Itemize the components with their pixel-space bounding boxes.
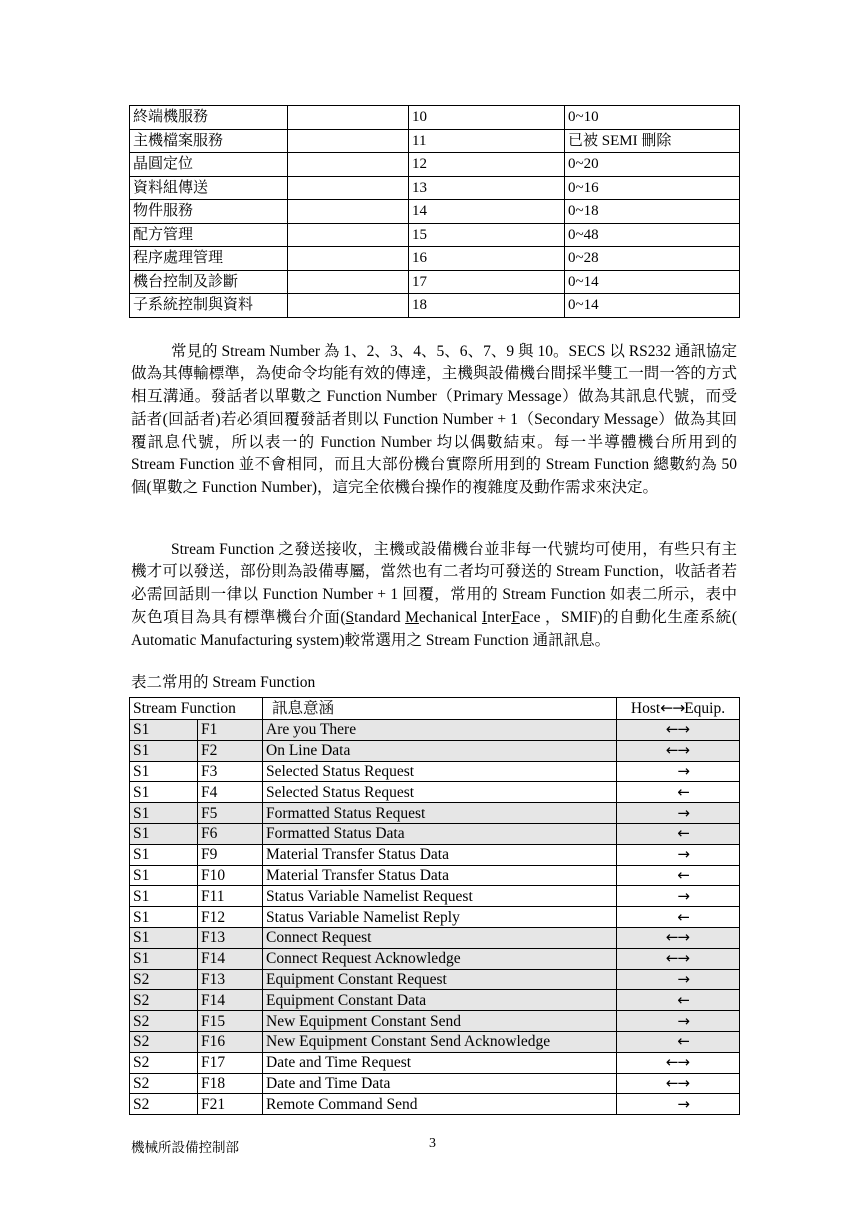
table-row — [130, 153, 740, 177]
cell-stream: S1 — [130, 886, 198, 907]
cell-stream: S1 — [130, 844, 198, 865]
table-row — [130, 782, 740, 803]
cell-stream: S1 — [130, 761, 198, 782]
table-row — [130, 270, 740, 294]
table-row — [130, 176, 740, 200]
cell-blank — [288, 200, 409, 224]
cell-description: Formatted Status Request — [263, 803, 617, 824]
cell-stream: S2 — [130, 990, 198, 1011]
cell-description: New Equipment Constant Send — [263, 1011, 617, 1032]
bidirectional-arrow-icon: ←→ — [660, 699, 685, 717]
cell-stream: 17 — [409, 270, 565, 294]
cell-function: F5 — [198, 803, 263, 824]
cell-description: Material Transfer Status Data — [263, 844, 617, 865]
table-header-row — [130, 698, 740, 720]
direction-arrow-icon: → — [617, 886, 740, 907]
cell-function: F14 — [198, 990, 263, 1011]
cell-name: 終端機服務 — [130, 106, 288, 130]
cell-description: New Equipment Constant Send Acknowledge — [263, 1031, 617, 1052]
cell-stream: S1 — [130, 948, 198, 969]
cell-blank — [288, 223, 409, 247]
cell-function: F13 — [198, 969, 263, 990]
cell-stream: S2 — [130, 1094, 198, 1115]
direction-arrow-icon: → — [617, 844, 740, 865]
direction-arrow-icon: → — [617, 1094, 740, 1115]
cell-stream: S2 — [130, 1031, 198, 1052]
cell-function: F2 — [198, 740, 263, 761]
cell-description: Remote Command Send — [263, 1094, 617, 1115]
cell-blank — [288, 270, 409, 294]
cell-function: F17 — [198, 1052, 263, 1073]
header-direction: Host←→Equip. — [617, 698, 740, 720]
footer-department: 機械所設備控制部 — [131, 1140, 239, 1156]
cell-description: Are you There — [263, 720, 617, 741]
table-row — [130, 129, 740, 153]
cell-stream: S1 — [130, 823, 198, 844]
cell-description: On Line Data — [263, 740, 617, 761]
cell-stream: 15 — [409, 223, 565, 247]
cell-stream: S2 — [130, 969, 198, 990]
table-row — [130, 865, 740, 886]
direction-arrow-icon: ←→ — [617, 1073, 740, 1094]
direction-arrow-icon: ← — [617, 782, 740, 803]
cell-description: Equipment Constant Request — [263, 969, 617, 990]
table-row — [130, 1011, 740, 1032]
cell-blank — [288, 106, 409, 130]
cell-stream: S2 — [130, 1073, 198, 1094]
cell-functions: 0~18 — [565, 200, 740, 224]
cell-blank — [288, 247, 409, 271]
cell-function: F18 — [198, 1073, 263, 1094]
cell-function: F6 — [198, 823, 263, 844]
cell-stream: S1 — [130, 782, 198, 803]
table-row — [130, 223, 740, 247]
cell-functions: 0~48 — [565, 223, 740, 247]
footer-page-number: 3 — [429, 1136, 436, 1151]
cell-functions: 0~28 — [565, 247, 740, 271]
direction-arrow-icon: → — [617, 969, 740, 990]
stream-service-table — [129, 105, 740, 318]
underlined-letter: F — [511, 608, 520, 626]
table-row — [130, 200, 740, 224]
table-row — [130, 1094, 740, 1115]
cell-function: F4 — [198, 782, 263, 803]
table-row — [130, 907, 740, 928]
table-row — [130, 740, 740, 761]
table-row — [130, 886, 740, 907]
table-row — [130, 1073, 740, 1094]
cell-name: 資料組傳送 — [130, 176, 288, 200]
table-row — [130, 294, 740, 318]
cell-stream: 13 — [409, 176, 565, 200]
direction-arrow-icon: → — [617, 761, 740, 782]
table-row — [130, 948, 740, 969]
cell-stream: S1 — [130, 740, 198, 761]
cell-name: 主機檔案服務 — [130, 129, 288, 153]
cell-description: Date and Time Data — [263, 1073, 617, 1094]
paragraph-stream-function-usage: Stream Function 之發送接收，主機或設備機台並非每一代號均可使用，有些只有主機才可以發送，部份則為設備專屬，當然也有二者均可發送的 Stream Function，收話者若必需回話則一律以 Function Number + 1 回覆，常用的 Stream Function 如表二所示，表中灰色項目為具有標準機台介面(Standard Mechanical InterFace ，SMIF)的自動化生產系統( Automatic Manufacturing system)較常選用之 Stream Function 通訊訊息。 — [131, 540, 738, 649]
direction-arrow-icon: ←→ — [617, 927, 740, 948]
direction-arrow-icon: ← — [617, 1031, 740, 1052]
cell-function: F11 — [198, 886, 263, 907]
cell-functions: 0~14 — [565, 270, 740, 294]
cell-blank — [288, 129, 409, 153]
table-row — [130, 844, 740, 865]
header-meaning: 訊息意涵 — [263, 698, 617, 720]
cell-function: F12 — [198, 907, 263, 928]
direction-arrow-icon: ← — [617, 907, 740, 928]
cell-stream: S1 — [130, 907, 198, 928]
cell-functions: 0~20 — [565, 153, 740, 177]
cell-description: Material Transfer Status Data — [263, 865, 617, 886]
cell-function: F13 — [198, 927, 263, 948]
direction-arrow-icon: ← — [617, 990, 740, 1011]
table-row — [130, 106, 740, 130]
table-row — [130, 720, 740, 741]
cell-function: F14 — [198, 948, 263, 969]
cell-blank — [288, 153, 409, 177]
cell-description: Equipment Constant Data — [263, 990, 617, 1011]
cell-function: F3 — [198, 761, 263, 782]
cell-stream: 16 — [409, 247, 565, 271]
cell-stream: 14 — [409, 200, 565, 224]
cell-description: Selected Status Request — [263, 782, 617, 803]
cell-stream: 11 — [409, 129, 565, 153]
cell-stream: S2 — [130, 1052, 198, 1073]
table-row — [130, 247, 740, 271]
cell-function: F9 — [198, 844, 263, 865]
paragraph-secs-overview: 常見的 Stream Number 為 1、2、3、4、5、6、7、9 與 10。SECS 以 RS232 通訊協定做為其傳輸標準，為使命令均能有效的傳達，主機與設備機台間採半雙工一問一答的方式相互溝通。發話者以單數之 Function Number（Primary Message）做為其訊息代號，而受話者(回話者)若必須回覆發話者則以 Function Number + 1（Secondary Message）做為其回覆訊息代號，所以表一的 Function Number 均以偶數結束。每一半導體機台所用到的 Stream Function 並不會相同，而且大部份機台實際所用到的 Stream Function 總數約為 50 個(單數之 Function Number)，這完全依機台操作的複雜度及動作需求來決定。 — [131, 342, 737, 497]
cell-description: Selected Status Request — [263, 761, 617, 782]
cell-stream: S1 — [130, 803, 198, 824]
table-row — [130, 823, 740, 844]
cell-name: 程序處理管理 — [130, 247, 288, 271]
direction-arrow-icon: ←→ — [617, 740, 740, 761]
cell-description: Status Variable Namelist Reply — [263, 907, 617, 928]
cell-stream: S2 — [130, 1011, 198, 1032]
cell-functions: 已被 SEMI 刪除 — [565, 129, 740, 153]
direction-arrow-icon: ←→ — [617, 948, 740, 969]
cell-description: Connect Request — [263, 927, 617, 948]
table-row — [130, 803, 740, 824]
underlined-letter: I — [481, 608, 488, 626]
cell-stream: S1 — [130, 865, 198, 886]
cell-blank — [288, 176, 409, 200]
table-row — [130, 1031, 740, 1052]
cell-functions: 0~16 — [565, 176, 740, 200]
table-row — [130, 761, 740, 782]
table-row — [130, 990, 740, 1011]
table-row — [130, 969, 740, 990]
cell-function: F1 — [198, 720, 263, 741]
stream-function-table — [129, 697, 740, 1115]
header-stream-function: Stream Function — [130, 698, 263, 720]
cell-function: F15 — [198, 1011, 263, 1032]
cell-stream: 10 — [409, 106, 565, 130]
direction-arrow-icon: ← — [617, 865, 740, 886]
cell-functions: 0~14 — [565, 294, 740, 318]
cell-name: 物件服務 — [130, 200, 288, 224]
table-row — [130, 1052, 740, 1073]
cell-description: Date and Time Request — [263, 1052, 617, 1073]
direction-arrow-icon: ← — [617, 823, 740, 844]
cell-name: 配方管理 — [130, 223, 288, 247]
cell-name: 機台控制及診斷 — [130, 270, 288, 294]
cell-name: 晶圓定位 — [130, 153, 288, 177]
cell-description: Connect Request Acknowledge — [263, 948, 617, 969]
direction-arrow-icon: ←→ — [617, 1052, 740, 1073]
direction-arrow-icon: → — [617, 1011, 740, 1032]
cell-stream: S1 — [130, 720, 198, 741]
direction-arrow-icon: → — [617, 803, 740, 824]
cell-function: F10 — [198, 865, 263, 886]
table2-caption: 表二常用的 Stream Function — [131, 674, 316, 691]
cell-description: Status Variable Namelist Request — [263, 886, 617, 907]
table-row — [130, 927, 740, 948]
cell-stream: 18 — [409, 294, 565, 318]
underlined-letter: M — [405, 608, 419, 626]
cell-function: F21 — [198, 1094, 263, 1115]
underlined-letter: S — [345, 608, 355, 626]
cell-stream: S1 — [130, 927, 198, 948]
cell-stream: 12 — [409, 153, 565, 177]
cell-functions: 0~10 — [565, 106, 740, 130]
cell-function: F16 — [198, 1031, 263, 1052]
cell-name: 子系統控制與資料 — [130, 294, 288, 318]
cell-blank — [288, 294, 409, 318]
cell-description: Formatted Status Data — [263, 823, 617, 844]
direction-arrow-icon: ←→ — [617, 720, 740, 741]
